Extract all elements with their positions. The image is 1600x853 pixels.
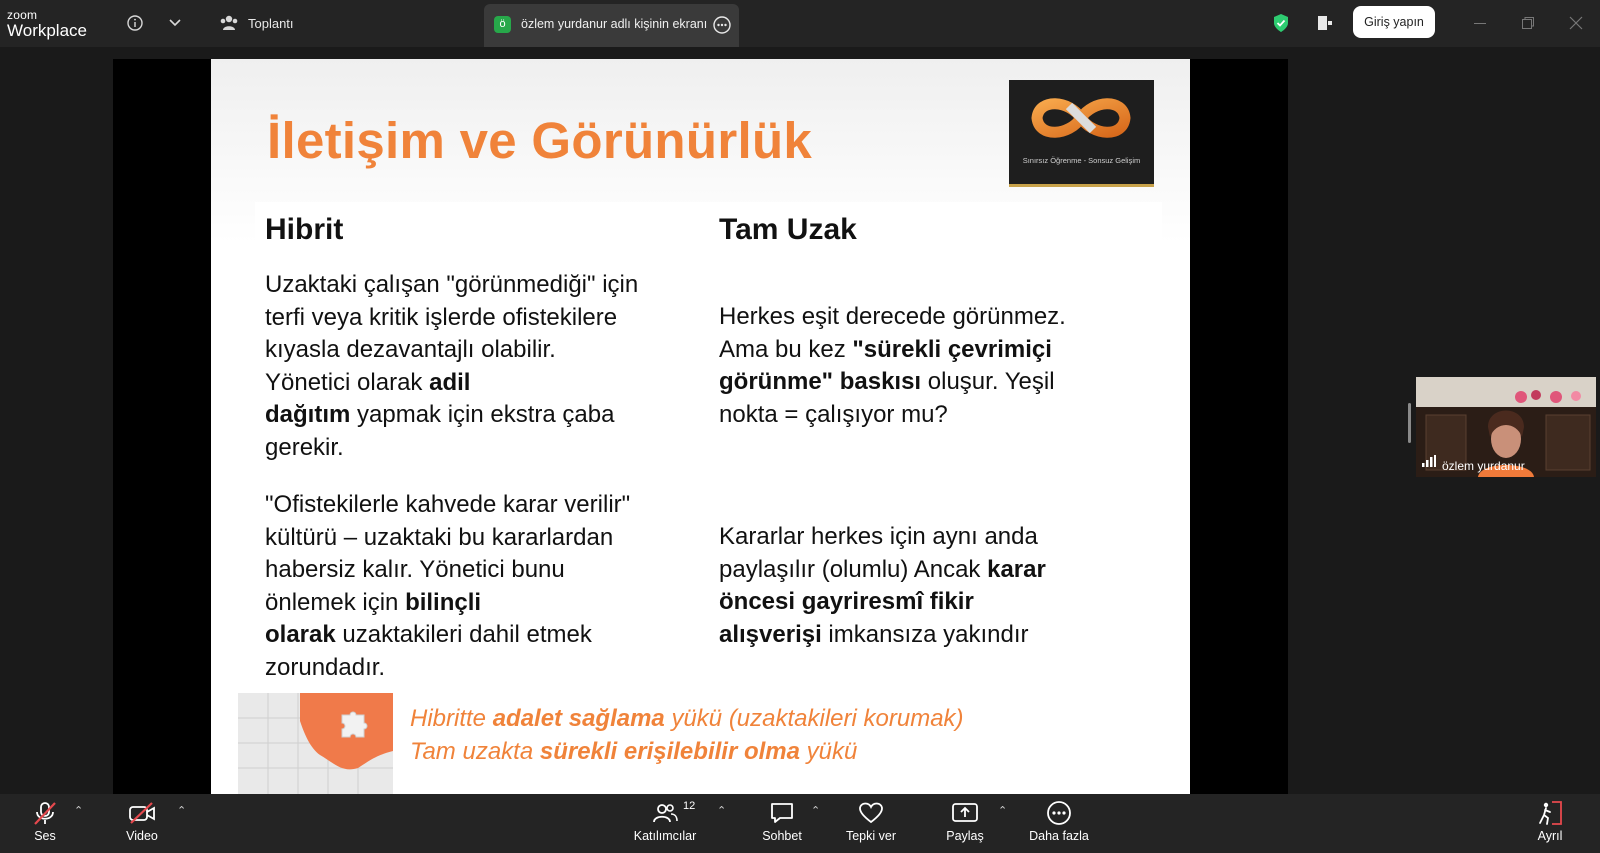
chevron-down-icon[interactable] — [163, 11, 187, 35]
infinity-icon — [1009, 80, 1154, 156]
right-paragraph-1: Herkes eşit derecede görünmez. Ama bu kez "sürekli çevrimiçi görünme" baskısı oluşur. Yeşil nokta = çalışıyor mu? — [719, 303, 1066, 428]
audio-options-caret-icon[interactable]: ⌃ — [74, 805, 84, 817]
react-button[interactable] — [843, 798, 899, 843]
share-badge: ö — [494, 16, 511, 33]
screen-share-tab[interactable] — [484, 4, 739, 47]
puzzle-image — [238, 693, 393, 794]
participant-video-thumbnail[interactable] — [1416, 377, 1596, 477]
brand-bottom: Workplace — [7, 21, 87, 40]
react-label: Tepki ver — [845, 829, 897, 843]
bottom-toolbar — [0, 794, 1600, 853]
restore-icon[interactable] — [1516, 11, 1540, 35]
right-heading: Tam Uzak — [719, 213, 857, 246]
participants-icon — [652, 798, 678, 828]
share-options-caret-icon[interactable]: ⌃ — [998, 805, 1008, 817]
meeting-tab[interactable]: Toplantı — [248, 16, 294, 31]
microphone-muted-icon — [32, 798, 58, 828]
leave-door-icon — [1536, 798, 1564, 828]
camera-off-icon — [128, 798, 156, 828]
participants-label: Katılımcılar — [633, 829, 697, 843]
participant-name: özlem yurdanur — [1442, 459, 1525, 473]
signal-strength-icon — [1422, 454, 1436, 472]
more-button[interactable] — [1029, 798, 1089, 843]
share-button[interactable] — [945, 798, 985, 843]
logo-caption: Sınırsız Öğrenme - Sonsuz Gelişim — [1022, 156, 1141, 165]
zoom-logo — [7, 9, 87, 39]
view-toggle-icon[interactable] — [1313, 11, 1337, 35]
minimize-icon[interactable] — [1468, 11, 1492, 35]
close-icon[interactable] — [1564, 11, 1588, 35]
share-label: Paylaş — [946, 829, 984, 843]
brand-top: zoom — [7, 8, 38, 22]
more-label: Daha fazla — [1029, 829, 1089, 843]
right-paragraph-2: Kararlar herkes için aynı anda paylaşılır (olumlu) Ancak karar öncesi gayriresmî fikir alışverişi imkansıza yakındır — [719, 523, 1046, 648]
left-paragraph-2: "Ofistekilerle kahvede karar verilir" kültürü – uzaktaki bu kararlardan habersiz kalır. Yönetici bunu önlemek için bilinçli olarak uzaktakileri dahil etmek zorundadır. — [265, 491, 631, 681]
more-options-icon[interactable] — [713, 16, 731, 39]
leave-button[interactable] — [1535, 798, 1565, 843]
audio-label: Ses — [34, 829, 56, 843]
chat-bubble-icon — [769, 798, 795, 828]
thumbnail-drag-handle[interactable] — [1408, 403, 1411, 443]
chat-label: Sohbet — [762, 829, 802, 843]
audio-button[interactable] — [30, 798, 60, 843]
more-dots-icon — [1046, 798, 1072, 828]
share-tab-label: özlem yurdanur adlı kişinin ekranı — [521, 17, 708, 31]
video-label: Video — [126, 829, 158, 843]
heart-icon — [858, 798, 884, 828]
video-button[interactable] — [125, 798, 159, 843]
meeting-participants-icon — [217, 11, 241, 35]
participants-count: 12 — [683, 800, 696, 812]
slide-summary: Hibritte adalet sağlama yükü (uzaktakileri korumak) Tam uzakta sürekli erişilebilir olma yükü — [410, 705, 964, 765]
shield-check-icon[interactable] — [1269, 11, 1293, 35]
chat-options-caret-icon[interactable]: ⌃ — [811, 805, 821, 817]
leave-label: Ayrıl — [1537, 829, 1563, 843]
chat-button[interactable] — [760, 798, 804, 843]
slide-title: İletişim ve Görünürlük — [267, 112, 813, 169]
video-options-caret-icon[interactable]: ⌃ — [177, 805, 187, 817]
left-paragraph-1: Uzaktaki çalışan "görünmediği" için terfi veya kritik işlerde ofistekilere kıyasla dezavantajlı olabilir. Yönetici olarak adil dağıtım yapmak için ekstra çaba gerekir. — [265, 271, 639, 461]
sign-in-button[interactable]: Giriş yapın — [1353, 6, 1435, 38]
participants-options-caret-icon[interactable]: ⌃ — [717, 805, 727, 817]
infinity-logo — [1009, 80, 1154, 187]
presentation-slide — [211, 59, 1190, 794]
left-heading: Hibrit — [265, 213, 344, 246]
info-icon[interactable] — [123, 11, 147, 35]
top-bar — [0, 0, 1600, 47]
share-screen-icon — [951, 798, 979, 828]
